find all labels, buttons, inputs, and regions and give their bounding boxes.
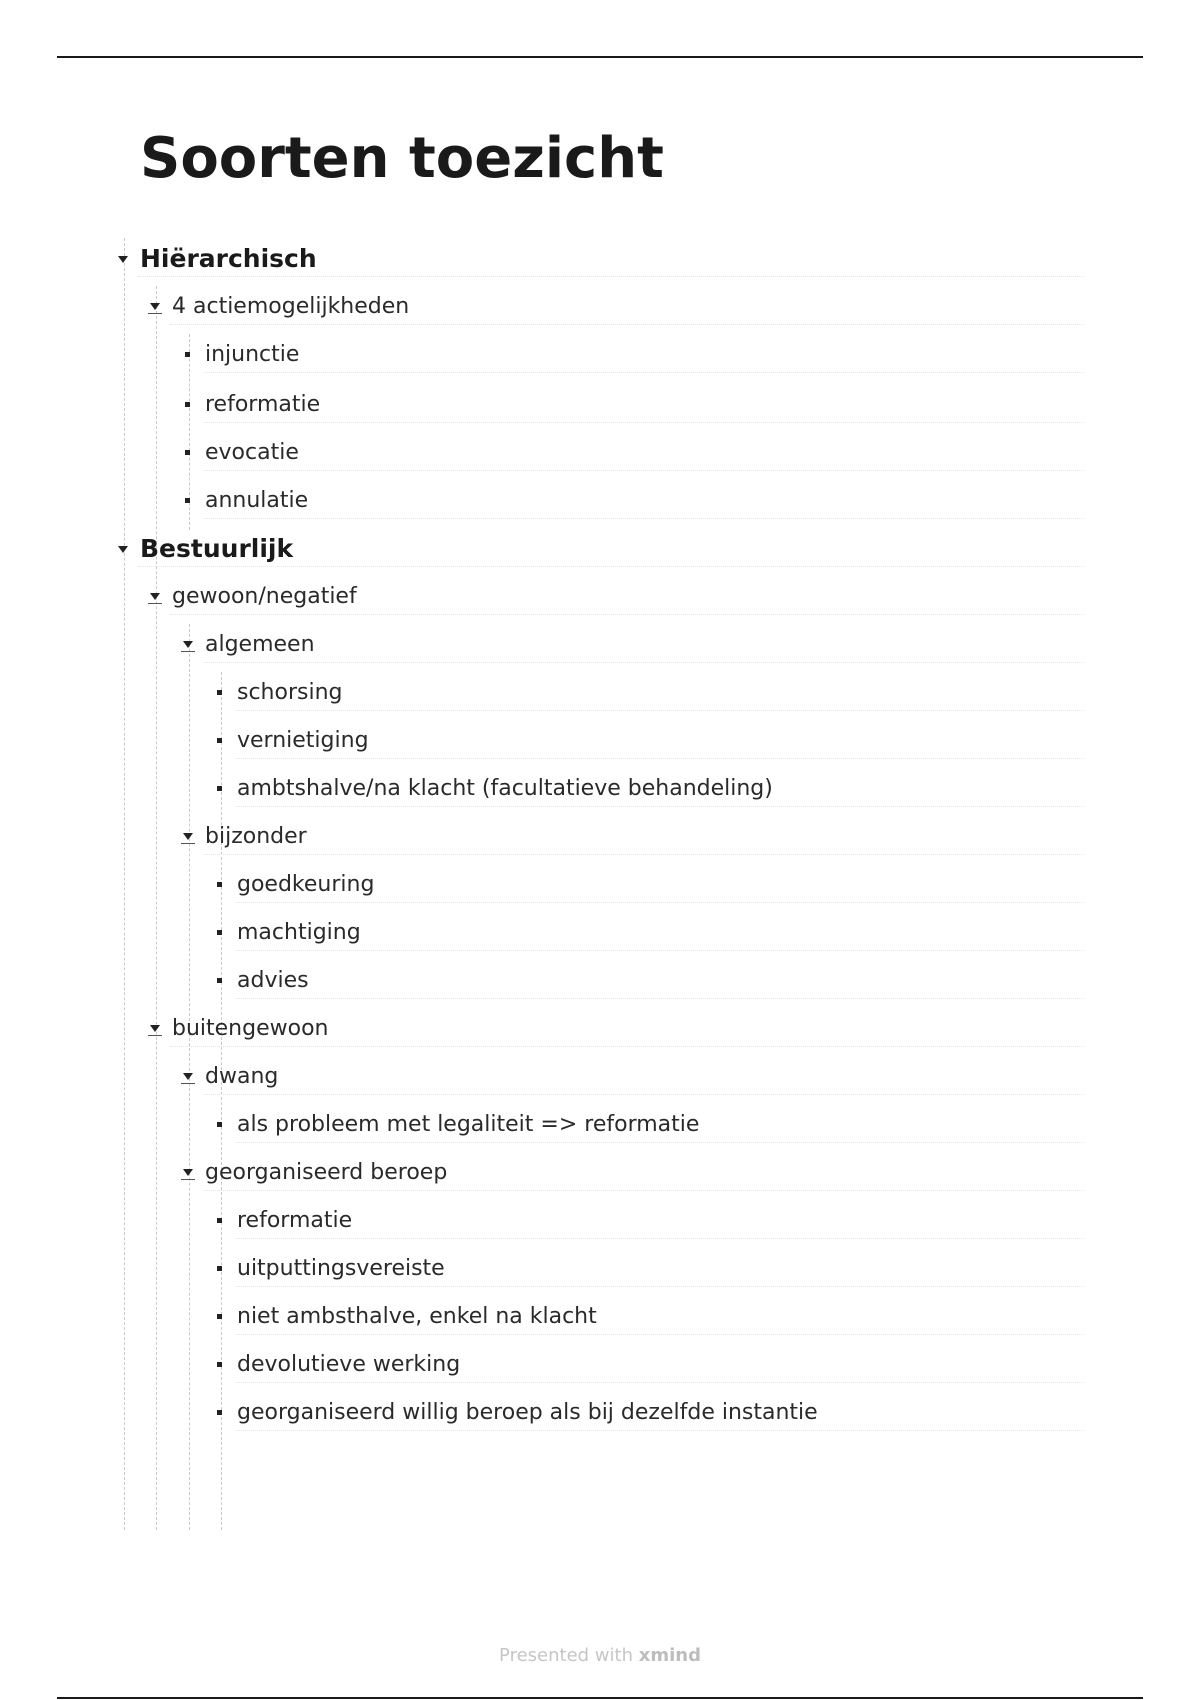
- outline-item-label: advies: [237, 967, 309, 993]
- bullet-icon: [217, 738, 222, 743]
- row-divider: [235, 950, 1084, 951]
- bottom-rule: [57, 1697, 1143, 1699]
- outline-item-label: algemeen: [205, 631, 315, 657]
- collapse-caret-icon[interactable]: [116, 541, 130, 555]
- bullet-icon: [217, 882, 222, 887]
- collapse-caret-icon[interactable]: [148, 299, 162, 314]
- outline-topic[interactable]: [116, 238, 317, 278]
- outline-item-label: ambtshalve/na klacht (facultatieve behandeling): [237, 775, 773, 801]
- outline-item-label: bijzonder: [205, 823, 307, 849]
- outline-item-label: als probleem met legaliteit => reformatie: [237, 1111, 700, 1137]
- bullet-icon: [217, 1410, 222, 1415]
- outline-item-label: vernietiging: [237, 727, 369, 753]
- outline-item-label: injunctie: [205, 341, 300, 367]
- bullet-icon: [217, 1266, 222, 1271]
- outline-list-item[interactable]: [213, 1392, 818, 1432]
- bullet-icon: [185, 450, 190, 455]
- outline-list-item[interactable]: [181, 384, 320, 424]
- outline-topic[interactable]: [181, 816, 307, 856]
- outline-list-item[interactable]: [213, 1200, 352, 1240]
- collapse-caret-icon[interactable]: [148, 1021, 162, 1036]
- bullet-icon: [217, 930, 222, 935]
- outline-list-item[interactable]: [213, 1248, 445, 1288]
- outline-list-item[interactable]: [213, 720, 369, 760]
- row-divider: [203, 372, 1084, 373]
- collapse-caret-icon[interactable]: [181, 829, 195, 844]
- outline-list-item[interactable]: [213, 1104, 699, 1144]
- bullet-icon: [217, 786, 222, 791]
- bullet-icon: [185, 498, 190, 503]
- outline-item-label: uitputtingsvereiste: [237, 1255, 445, 1281]
- bullet-icon: [217, 690, 222, 695]
- outline-list-item[interactable]: [181, 480, 308, 520]
- bullet-icon: [185, 352, 190, 357]
- bullet-icon: [185, 402, 190, 407]
- outline-item-label: georganiseerd willig beroep als bij dezelfde instantie: [237, 1399, 818, 1425]
- outline-guide-line: [156, 286, 157, 1530]
- bullet-icon: [217, 1218, 222, 1223]
- footer: [0, 1645, 1200, 1666]
- outline-list-item[interactable]: [213, 768, 773, 808]
- outline-item-label: reformatie: [237, 1207, 353, 1233]
- outline-item-label: annulatie: [205, 487, 309, 513]
- row-divider: [203, 470, 1084, 471]
- collapse-caret-icon[interactable]: [181, 1069, 195, 1084]
- collapse-caret-icon[interactable]: [181, 1165, 195, 1180]
- outline-list-item[interactable]: [213, 672, 343, 712]
- outline-item-label: gewoon/negatief: [172, 583, 357, 609]
- footer-prefix: Presented with: [499, 1645, 633, 1666]
- outline-item-label: georganiseerd beroep: [205, 1159, 448, 1185]
- outline-item-label: machtiging: [237, 919, 361, 945]
- outline-item-label: Bestuurlijk: [140, 533, 294, 563]
- outline-topic[interactable]: [116, 528, 293, 568]
- outline-list-item[interactable]: [181, 432, 299, 472]
- outline-list-item[interactable]: [181, 334, 299, 374]
- outline-item-label: buitengewoon: [172, 1015, 329, 1041]
- row-divider: [203, 518, 1084, 519]
- xmind-logo: xmind: [638, 1645, 701, 1666]
- row-divider: [235, 710, 1084, 711]
- outline-topic[interactable]: [181, 1152, 447, 1192]
- row-divider: [203, 854, 1084, 855]
- outline-list-item[interactable]: [213, 1344, 460, 1384]
- page-title: Soorten toezicht: [140, 126, 664, 191]
- bullet-icon: [217, 1314, 222, 1319]
- outline-topic[interactable]: [148, 576, 357, 616]
- collapse-caret-icon[interactable]: [148, 589, 162, 604]
- bullet-icon: [217, 978, 222, 983]
- outline-item-label: niet ambsthalve, enkel na klacht: [237, 1303, 597, 1329]
- outline-item-label: schorsing: [237, 679, 343, 705]
- outline-topic[interactable]: [181, 1056, 278, 1096]
- outline-list-item[interactable]: [213, 960, 309, 1000]
- outline-item-label: evocatie: [205, 439, 299, 465]
- row-divider: [203, 1094, 1084, 1095]
- outline-item-label: dwang: [205, 1063, 279, 1089]
- outline-list-item[interactable]: [213, 864, 374, 904]
- outline-item-label: goedkeuring: [237, 871, 375, 897]
- row-divider: [235, 1238, 1084, 1239]
- outline-topic[interactable]: [148, 1008, 328, 1048]
- collapse-caret-icon[interactable]: [116, 251, 130, 265]
- bullet-icon: [217, 1122, 222, 1127]
- outline-topic[interactable]: [148, 286, 409, 326]
- outline-item-label: 4 actiemogelijkheden: [172, 293, 410, 319]
- outline-guide-line: [124, 238, 125, 1530]
- bullet-icon: [217, 1362, 222, 1367]
- collapse-caret-icon[interactable]: [181, 637, 195, 652]
- outline-item-label: Hiërarchisch: [140, 243, 317, 273]
- outline-list-item[interactable]: [213, 1296, 597, 1336]
- outline-list-item[interactable]: [213, 912, 361, 952]
- row-divider: [235, 998, 1084, 999]
- row-divider: [203, 662, 1084, 663]
- outline-topic[interactable]: [181, 624, 315, 664]
- row-divider: [203, 422, 1084, 423]
- outline-item-label: devolutieve werking: [237, 1351, 461, 1377]
- outline-item-label: reformatie: [205, 391, 321, 417]
